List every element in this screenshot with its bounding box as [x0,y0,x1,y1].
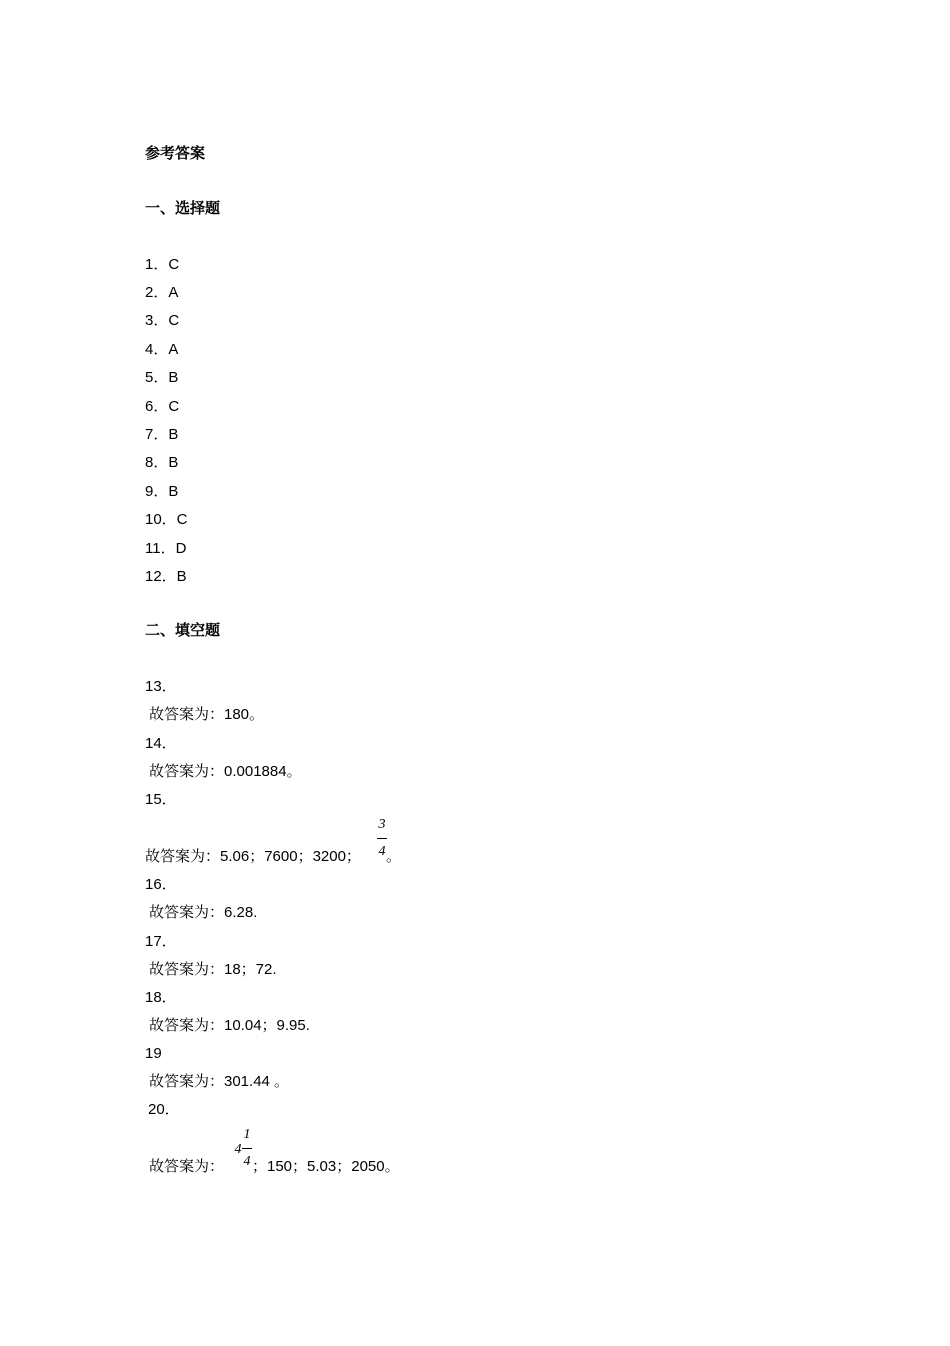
question-number: 19 [145,1045,162,1062]
question-number: 13． [145,678,177,695]
answer-item: 10．C [145,511,188,528]
question-number: 14． [145,735,177,752]
answer-item: 3．C [145,312,180,329]
answer-item: 8．B [145,454,179,471]
fraction-denominator: 4 [243,1154,251,1169]
fraction-bar [377,838,387,839]
answer-item: 6．C [145,398,180,415]
question-number: 16． [145,876,177,893]
question-number: 20． [148,1101,180,1118]
answer-text: 故答案为：6.28. [149,904,258,921]
question-number: 18． [145,989,177,1006]
answer-text: 故答案为：0.001884。 [149,763,302,780]
answer-item: 12．B [145,568,187,585]
answer-tail: 。 [386,848,402,865]
answer-text: 故答案为：5.06；7600；3200； [145,848,361,865]
answer-item: 9．B [145,483,179,500]
fraction-bar [242,1148,252,1149]
answer-tail: ；150；5.03；2050。 [252,1158,400,1175]
answer-item: 2．A [145,284,179,301]
answer-item: 5．B [145,369,179,386]
answer-item: 11．D [145,540,187,557]
answer-text: 故答案为：180。 [149,706,265,723]
answer-item: 7．B [145,426,179,443]
mixed-number-whole: 4 [234,1142,242,1157]
question-number: 15． [145,791,177,808]
answer-text: 故答案为：10.04；9.95. [149,1017,310,1034]
page-title: 参考答案 [145,145,206,162]
answer-text: 故答案为：301.44 。 [149,1073,290,1090]
fraction-numerator: 3 [378,817,386,832]
section-heading-fill: 二、填空题 [145,622,221,639]
section-heading-choice: 一、选择题 [145,200,221,217]
answer-text: 故答案为： [149,1158,225,1175]
fraction-numerator: 1 [243,1127,251,1142]
answer-item: 4．A [145,341,179,358]
question-number: 17． [145,933,177,950]
answer-item: 1．C [145,256,180,273]
answer-text: 故答案为：18；72. [149,961,277,978]
fraction-denominator: 4 [378,844,386,859]
